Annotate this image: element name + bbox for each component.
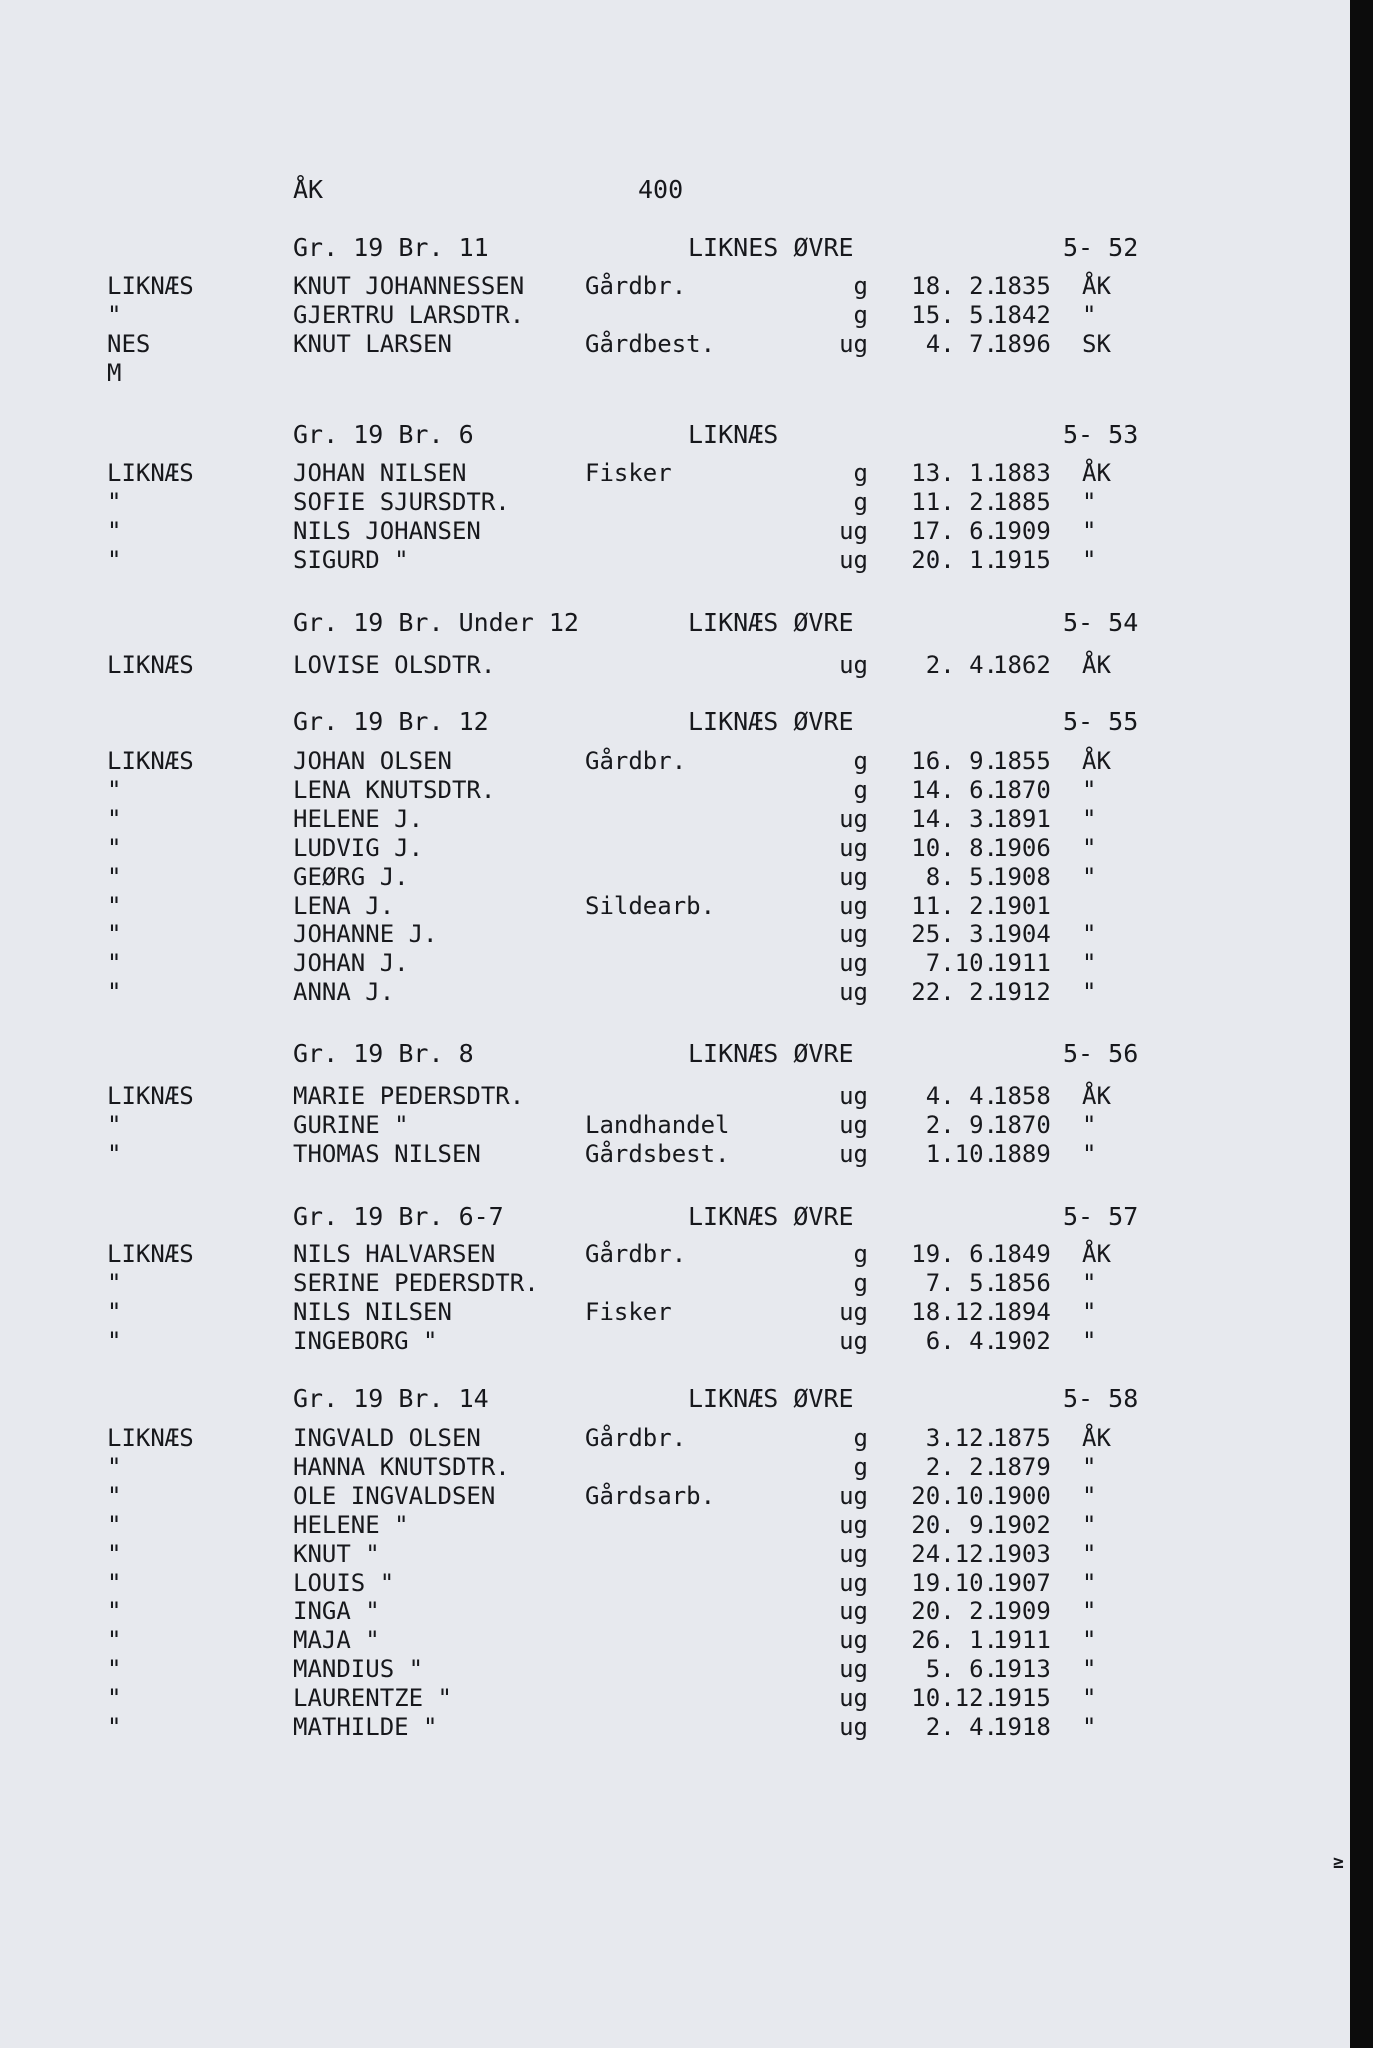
- name-cell: MATHILDE ": [293, 1713, 438, 1741]
- occupation-cell: Gårdbr.: [585, 272, 687, 300]
- name-cell: THOMAS NILSEN: [293, 1139, 481, 1168]
- birthplace-cell: ": [1082, 1110, 1097, 1139]
- birth-date-cell: 17. 6.: [911, 516, 998, 545]
- place-cell: ": [107, 920, 122, 949]
- name-cell: GEØRG J.: [293, 862, 409, 891]
- civil-status-cell: ug: [839, 833, 868, 862]
- birth-year-cell: 1900: [993, 1481, 1051, 1510]
- place-cell: ": [107, 978, 122, 1007]
- birthplace-cell: ÅK: [1082, 272, 1111, 300]
- occupation-cell: Gårdsbest.: [585, 1139, 730, 1168]
- register-row: [0, 1569, 1350, 1598]
- birth-year-cell: 1896: [993, 329, 1051, 358]
- section-gr-br: Gr. 19 Br. Under 12: [293, 608, 579, 637]
- register-row: [0, 1082, 1350, 1111]
- name-cell: INGA ": [293, 1597, 380, 1626]
- place-cell: ": [107, 1452, 122, 1481]
- place-cell: M: [107, 358, 122, 387]
- civil-status-cell: ug: [839, 329, 868, 358]
- birth-date-cell: 20.10.: [911, 1481, 998, 1510]
- register-row: [0, 517, 1350, 546]
- name-cell: JOHAN J.: [293, 949, 409, 978]
- birth-year-cell: 1915: [993, 1684, 1051, 1713]
- birthplace-cell: ": [1082, 775, 1097, 804]
- name-cell: JOHANNE J.: [293, 920, 438, 949]
- name-cell: JOHAN OLSEN: [293, 747, 452, 775]
- civil-status-cell: ug: [839, 1082, 868, 1110]
- section-reference: 5- 52: [1063, 233, 1139, 262]
- civil-status-cell: g: [853, 487, 868, 516]
- birth-year-cell: 1870: [993, 775, 1051, 804]
- place-cell: ": [107, 804, 122, 833]
- name-cell: OLE INGVALDSEN: [293, 1481, 496, 1510]
- civil-status-cell: ug: [839, 978, 868, 1007]
- register-row: [0, 1424, 1350, 1453]
- birth-date-cell: 2. 4.: [925, 1713, 998, 1741]
- birth-year-cell: 1885: [993, 487, 1051, 516]
- register-row: [0, 1140, 1350, 1169]
- civil-status-cell: ug: [839, 1297, 868, 1326]
- section-reference: 5- 55: [1063, 707, 1139, 736]
- register-row: [0, 1111, 1350, 1140]
- civil-status-cell: ug: [839, 1510, 868, 1539]
- birth-year-cell: 1911: [993, 1626, 1051, 1655]
- register-row: [0, 1597, 1350, 1626]
- name-cell: NILS NILSEN: [293, 1297, 452, 1326]
- birth-year-cell: 1915: [993, 545, 1051, 574]
- civil-status-cell: ug: [839, 1684, 868, 1713]
- birth-year-cell: 1883: [993, 459, 1051, 487]
- register-row: [0, 805, 1350, 834]
- section-farm-name: LIKNÆS ØVRE: [688, 1039, 854, 1068]
- register-row: [0, 546, 1350, 575]
- occupation-cell: Fisker: [585, 1297, 672, 1326]
- section-gr-br: Gr. 19 Br. 8: [293, 1039, 474, 1068]
- register-row: [0, 1298, 1350, 1327]
- civil-status-cell: ug: [839, 545, 868, 574]
- birth-date-cell: 6. 4.: [925, 1326, 998, 1355]
- place-cell: NES: [107, 329, 151, 358]
- register-row: [0, 978, 1350, 1007]
- place-cell: LIKNÆS: [107, 747, 194, 775]
- name-cell: LUDVIG J.: [293, 833, 424, 862]
- birth-year-cell: 1870: [993, 1110, 1051, 1139]
- birth-date-cell: 10. 8.: [911, 833, 998, 862]
- occupation-cell: Gårdbr.: [585, 1240, 687, 1268]
- birth-date-cell: 2. 4.: [925, 651, 998, 679]
- birth-year-cell: 1909: [993, 516, 1051, 545]
- section-reference: 5- 57: [1063, 1202, 1139, 1231]
- birth-date-cell: 22. 2.: [911, 978, 998, 1007]
- civil-status-cell: ug: [839, 1713, 868, 1741]
- place-cell: ": [107, 1268, 122, 1297]
- birthplace-cell: SK: [1082, 329, 1111, 358]
- birthplace-cell: ÅK: [1082, 1424, 1111, 1452]
- place-cell: ": [107, 862, 122, 891]
- birthplace-cell: ": [1082, 920, 1097, 949]
- name-cell: NILS JOHANSEN: [293, 516, 481, 545]
- birth-year-cell: 1862: [993, 651, 1051, 679]
- register-row: [0, 1269, 1350, 1298]
- birth-date-cell: 14. 3.: [911, 804, 998, 833]
- name-cell: JOHAN NILSEN: [293, 459, 467, 487]
- birthplace-cell: ": [1082, 1268, 1097, 1297]
- section-gr-br: Gr. 19 Br. 6-7: [293, 1202, 504, 1231]
- scan-border: [1350, 0, 1373, 2048]
- occupation-cell: Gårdbr.: [585, 1424, 687, 1452]
- register-row: [0, 272, 1350, 301]
- section-farm-name: LIKNÆS ØVRE: [688, 707, 854, 736]
- place-cell: ": [107, 1684, 122, 1713]
- occupation-cell: Gårdbest.: [585, 329, 716, 358]
- place-cell: ": [107, 1139, 122, 1168]
- place-cell: ": [107, 1481, 122, 1510]
- place-cell: ": [107, 516, 122, 545]
- section-reference: 5- 53: [1063, 420, 1139, 449]
- birth-year-cell: 1911: [993, 949, 1051, 978]
- name-cell: SERINE PEDERSDTR.: [293, 1268, 539, 1297]
- civil-status-cell: ug: [839, 1655, 868, 1684]
- place-cell: ": [107, 1297, 122, 1326]
- civil-status-cell: ug: [839, 862, 868, 891]
- birth-year-cell: 1879: [993, 1452, 1051, 1481]
- birth-date-cell: 7. 5.: [925, 1268, 998, 1297]
- birthplace-cell: ": [1082, 862, 1097, 891]
- birthplace-cell: ": [1082, 1539, 1097, 1568]
- parish-heading: ÅK: [293, 175, 324, 204]
- place-cell: ": [107, 833, 122, 862]
- birth-date-cell: 2. 2.: [925, 1452, 998, 1481]
- place-cell: ": [107, 1326, 122, 1355]
- birth-year-cell: 1889: [993, 1139, 1051, 1168]
- civil-status-cell: g: [853, 459, 868, 487]
- register-row: [0, 459, 1350, 488]
- birth-year-cell: 1849: [993, 1240, 1051, 1268]
- birthplace-cell: ": [1082, 1597, 1097, 1626]
- civil-status-cell: ug: [839, 516, 868, 545]
- civil-status-cell: ug: [839, 1539, 868, 1568]
- place-cell: ": [107, 1626, 122, 1655]
- register-row: [0, 1684, 1350, 1713]
- birth-date-cell: 4. 7.: [925, 329, 998, 358]
- birth-year-cell: 1902: [993, 1326, 1051, 1355]
- name-cell: SOFIE SJURSDTR.: [293, 487, 510, 516]
- birth-year-cell: 1856: [993, 1268, 1051, 1297]
- register-row: [0, 920, 1350, 949]
- place-cell: ": [107, 1597, 122, 1626]
- occupation-cell: Landhandel: [585, 1110, 730, 1139]
- birth-year-cell: 1904: [993, 920, 1051, 949]
- place-cell: LIKNÆS: [107, 651, 194, 679]
- place-cell: ": [107, 545, 122, 574]
- birth-year-cell: 1835: [993, 272, 1051, 300]
- birthplace-cell: ": [1082, 1626, 1097, 1655]
- birthplace-cell: ÅK: [1082, 747, 1111, 775]
- civil-status-cell: g: [853, 775, 868, 804]
- register-row: [0, 747, 1350, 776]
- place-cell: ": [107, 1655, 122, 1684]
- birthplace-cell: ÅK: [1082, 651, 1111, 679]
- birthplace-cell: ": [1082, 1684, 1097, 1713]
- name-cell: LAURENTZE ": [293, 1684, 452, 1713]
- name-cell: NILS HALVARSEN: [293, 1240, 496, 1268]
- register-row: [0, 1327, 1350, 1356]
- occupation-cell: Gårdsarb.: [585, 1481, 716, 1510]
- place-cell: ": [107, 1713, 122, 1741]
- section-farm-name: LIKNÆS: [688, 420, 779, 449]
- section-reference: 5- 58: [1063, 1384, 1139, 1413]
- section-reference: 5- 54: [1063, 608, 1139, 637]
- place-cell: LIKNÆS: [107, 1424, 194, 1452]
- birth-date-cell: 18.12.: [911, 1297, 998, 1326]
- register-row: [0, 1626, 1350, 1655]
- birth-date-cell: 25. 3.: [911, 920, 998, 949]
- name-cell: GURINE ": [293, 1110, 409, 1139]
- civil-status-cell: g: [853, 747, 868, 775]
- place-cell: ": [107, 300, 122, 329]
- birthplace-cell: ": [1082, 978, 1097, 1007]
- register-row: [0, 1655, 1350, 1684]
- birth-date-cell: 1.10.: [925, 1139, 998, 1168]
- birth-date-cell: 8. 5.: [925, 862, 998, 891]
- place-cell: LIKNÆS: [107, 1240, 194, 1268]
- birth-date-cell: 4. 4.: [925, 1082, 998, 1110]
- civil-status-cell: g: [853, 300, 868, 329]
- section-farm-name: LIKNÆS ØVRE: [688, 1384, 854, 1413]
- section-gr-br: Gr. 19 Br. 6: [293, 420, 474, 449]
- section-gr-br: Gr. 19 Br. 12: [293, 707, 489, 736]
- section-gr-br: Gr. 19 Br. 14: [293, 1384, 489, 1413]
- birthplace-cell: ": [1082, 516, 1097, 545]
- birth-year-cell: 1907: [993, 1568, 1051, 1597]
- birth-year-cell: 1858: [993, 1082, 1051, 1110]
- section-reference: 5- 56: [1063, 1039, 1139, 1068]
- place-cell: ": [107, 1539, 122, 1568]
- register-row: [0, 776, 1350, 805]
- place-cell: ": [107, 1510, 122, 1539]
- birthplace-cell: ": [1082, 833, 1097, 862]
- birth-year-cell: 1903: [993, 1539, 1051, 1568]
- birth-date-cell: 2. 9.: [925, 1110, 998, 1139]
- birthplace-cell: ÅK: [1082, 1240, 1111, 1268]
- civil-status-cell: g: [853, 1268, 868, 1297]
- birthplace-cell: ": [1082, 1510, 1097, 1539]
- birth-year-cell: 1908: [993, 862, 1051, 891]
- birthplace-cell: ÅK: [1082, 1082, 1111, 1110]
- margin-mark: ≥: [1333, 1852, 1344, 1873]
- section-farm-name: LIKNES ØVRE: [688, 233, 854, 262]
- place-cell: ": [107, 891, 122, 920]
- place-cell: ": [107, 1568, 122, 1597]
- birth-year-cell: 1875: [993, 1424, 1051, 1452]
- register-row: [0, 330, 1350, 359]
- name-cell: ANNA J.: [293, 978, 395, 1007]
- place-cell: LIKNÆS: [107, 459, 194, 487]
- name-cell: LENA J.: [293, 891, 395, 920]
- birth-date-cell: 24.12.: [911, 1539, 998, 1568]
- name-cell: MAJA ": [293, 1626, 380, 1655]
- birth-date-cell: 11. 2.: [911, 891, 998, 920]
- register-row: [0, 1511, 1350, 1540]
- birthplace-cell: ": [1082, 545, 1097, 574]
- register-row: [0, 488, 1350, 517]
- birth-year-cell: 1901: [993, 891, 1051, 920]
- birth-date-cell: 20. 1.: [911, 545, 998, 574]
- register-row: [0, 863, 1350, 892]
- civil-status-cell: ug: [839, 1110, 868, 1139]
- birthplace-cell: ": [1082, 1139, 1097, 1168]
- register-row: [0, 301, 1350, 330]
- register-row: [0, 1540, 1350, 1569]
- birthplace-cell: ": [1082, 804, 1097, 833]
- occupation-cell: Fisker: [585, 459, 672, 487]
- place-cell: ": [107, 487, 122, 516]
- birth-date-cell: 11. 2.: [911, 487, 998, 516]
- name-cell: MARIE PEDERSDTR.: [293, 1082, 525, 1110]
- birth-date-cell: 10.12.: [911, 1684, 998, 1713]
- register-row: [0, 892, 1350, 921]
- register-row: [0, 1713, 1350, 1742]
- birthplace-cell: ": [1082, 487, 1097, 516]
- register-row: [0, 651, 1350, 680]
- birthplace-cell: ": [1082, 300, 1097, 329]
- register-row: [0, 1240, 1350, 1269]
- birth-year-cell: 1891: [993, 804, 1051, 833]
- birth-date-cell: 19. 6.: [911, 1240, 998, 1268]
- name-cell: SIGURD ": [293, 545, 409, 574]
- civil-status-cell: ug: [839, 1481, 868, 1510]
- birth-year-cell: 1913: [993, 1655, 1051, 1684]
- birth-date-cell: 15. 5.: [911, 300, 998, 329]
- birth-year-cell: 1902: [993, 1510, 1051, 1539]
- birthplace-cell: ": [1082, 1655, 1097, 1684]
- name-cell: LOVISE OLSDTR.: [293, 651, 496, 679]
- occupation-cell: Sildearb.: [585, 891, 716, 920]
- register-row: [0, 834, 1350, 863]
- civil-status-cell: ug: [839, 651, 868, 679]
- birth-date-cell: 16. 9.: [911, 747, 998, 775]
- civil-status-cell: ug: [839, 804, 868, 833]
- place-cell: LIKNÆS: [107, 272, 194, 300]
- name-cell: LENA KNUTSDTR.: [293, 775, 496, 804]
- civil-status-cell: g: [853, 1240, 868, 1268]
- page-number: 400: [638, 175, 684, 204]
- civil-status-cell: ug: [839, 1139, 868, 1168]
- birth-date-cell: 19.10.: [911, 1568, 998, 1597]
- birth-date-cell: 14. 6.: [911, 775, 998, 804]
- civil-status-cell: g: [853, 1452, 868, 1481]
- birth-date-cell: 26. 1.: [911, 1626, 998, 1655]
- civil-status-cell: g: [853, 1424, 868, 1452]
- civil-status-cell: ug: [839, 1568, 868, 1597]
- name-cell: HANNA KNUTSDTR.: [293, 1452, 510, 1481]
- birth-year-cell: 1906: [993, 833, 1051, 862]
- section-farm-name: LIKNÆS ØVRE: [688, 608, 854, 637]
- register-row: [0, 359, 1350, 388]
- place-cell: LIKNÆS: [107, 1082, 194, 1110]
- birthplace-cell: ": [1082, 1452, 1097, 1481]
- civil-status-cell: ug: [839, 1597, 868, 1626]
- birthplace-cell: ": [1082, 1713, 1097, 1741]
- register-row: [0, 949, 1350, 978]
- name-cell: HELENE J.: [293, 804, 424, 833]
- birthplace-cell: ": [1082, 949, 1097, 978]
- civil-status-cell: ug: [839, 891, 868, 920]
- name-cell: INGVALD OLSEN: [293, 1424, 481, 1452]
- birth-date-cell: 7.10.: [925, 949, 998, 978]
- birth-year-cell: 1912: [993, 978, 1051, 1007]
- place-cell: ": [107, 949, 122, 978]
- civil-status-cell: ug: [839, 920, 868, 949]
- birthplace-cell: ": [1082, 1297, 1097, 1326]
- occupation-cell: Gårdbr.: [585, 747, 687, 775]
- section-farm-name: LIKNÆS ØVRE: [688, 1202, 854, 1231]
- name-cell: GJERTRU LARSDTR.: [293, 300, 525, 329]
- civil-status-cell: ug: [839, 1626, 868, 1655]
- birth-date-cell: 20. 2.: [911, 1597, 998, 1626]
- birth-year-cell: 1918: [993, 1713, 1051, 1741]
- place-cell: ": [107, 775, 122, 804]
- name-cell: LOUIS ": [293, 1568, 395, 1597]
- birthplace-cell: ": [1082, 1568, 1097, 1597]
- birth-date-cell: 18. 2.: [911, 272, 998, 300]
- birth-date-cell: 3.12.: [925, 1424, 998, 1452]
- civil-status-cell: g: [853, 272, 868, 300]
- name-cell: KNUT ": [293, 1539, 380, 1568]
- birth-year-cell: 1894: [993, 1297, 1051, 1326]
- civil-status-cell: ug: [839, 949, 868, 978]
- birth-date-cell: 5. 6.: [925, 1655, 998, 1684]
- name-cell: KNUT JOHANNESSEN: [293, 272, 525, 300]
- birthplace-cell: ÅK: [1082, 459, 1111, 487]
- birthplace-cell: ": [1082, 1481, 1097, 1510]
- name-cell: HELENE ": [293, 1510, 409, 1539]
- place-cell: ": [107, 1110, 122, 1139]
- register-row: [0, 1482, 1350, 1511]
- birth-date-cell: 13. 1.: [911, 459, 998, 487]
- section-gr-br: Gr. 19 Br. 11: [293, 233, 489, 262]
- birth-year-cell: 1842: [993, 300, 1051, 329]
- name-cell: KNUT LARSEN: [293, 329, 452, 358]
- civil-status-cell: ug: [839, 1326, 868, 1355]
- register-row: [0, 1453, 1350, 1482]
- birth-date-cell: 20. 9.: [911, 1510, 998, 1539]
- name-cell: INGEBORG ": [293, 1326, 438, 1355]
- birth-year-cell: 1909: [993, 1597, 1051, 1626]
- name-cell: MANDIUS ": [293, 1655, 424, 1684]
- birthplace-cell: ": [1082, 1326, 1097, 1355]
- birth-year-cell: 1855: [993, 747, 1051, 775]
